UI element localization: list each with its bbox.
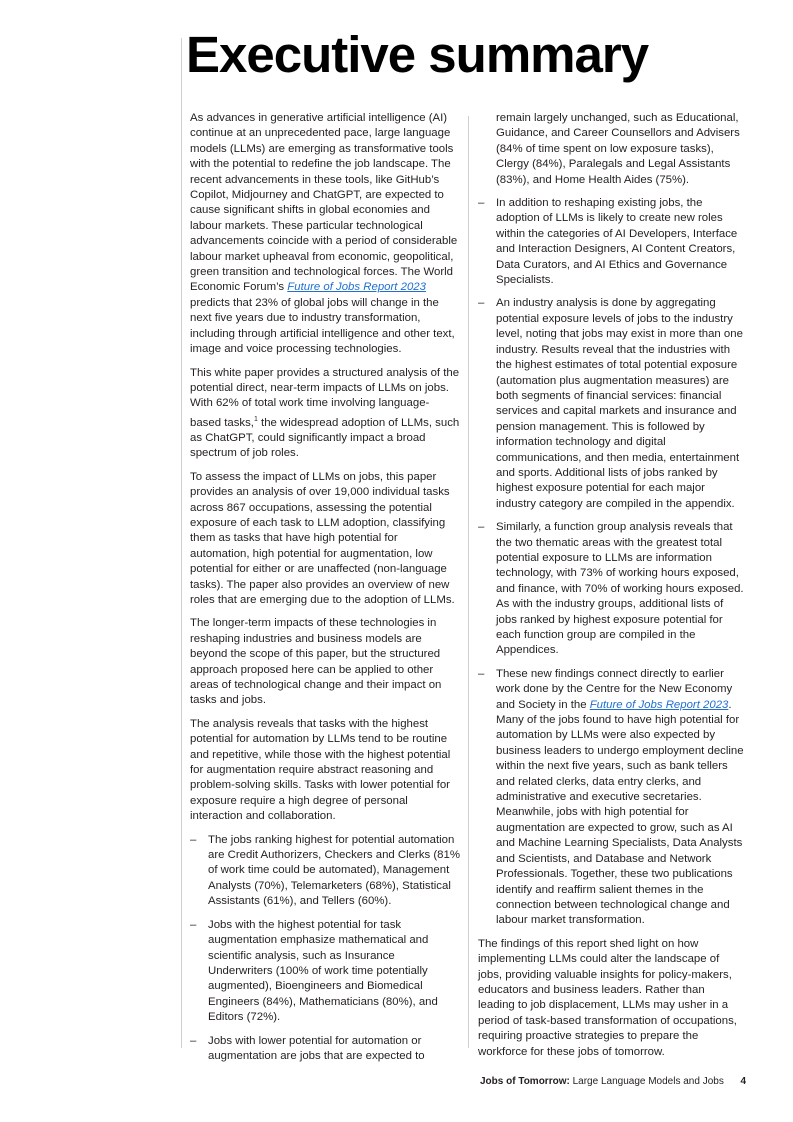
column-divider bbox=[468, 116, 469, 1048]
footer-subtitle: Large Language Models and Jobs bbox=[569, 1076, 724, 1087]
list-item: – Jobs with the highest potential for task augmentation emphasize mathematical and scientific analysis, such as Insurance Underwriters (100% of work time potentially augmented), Bioengineers and Biomedical Engineers (84%), Mathematicians (80%), and Editors (72%). bbox=[190, 918, 460, 1026]
footnote-ref[interactable]: 1 bbox=[253, 415, 258, 423]
list-item: – In addition to reshaping existing jobs, the adoption of LLMs is likely to create new roles within the categories of AI Developers, Interface and Interaction Designers, AI Content Creators, Data Curators, and AI Ethics and Governance Specialists. bbox=[478, 196, 744, 288]
page-number: 4 bbox=[740, 1076, 746, 1087]
page-title: Executive summary bbox=[186, 26, 649, 83]
method-paragraph: To assess the impact of LLMs on jobs, this paper provides an analysis of over 19,000 individual tasks across 867 occupations, assessing the potential exposure of each task to LLM adoption, classifying them as tasks that have high potential for automation, high potential for augmentation, low potential for either or are unaffected (non-language tasks). The paper also provides an overview of new roles that are emerging due to the adoption of LLMs. bbox=[190, 470, 455, 606]
list-item: – Jobs with lower potential for automation or augmentation are jobs that are expected to bbox=[190, 1034, 460, 1065]
findings-list bbox=[190, 833, 460, 1065]
right-column bbox=[478, 111, 744, 1068]
page-footer bbox=[480, 1076, 746, 1087]
list-item: – An industry analysis is done by aggregating potential exposure levels of jobs to the industry level, noting that jobs may exist in more than one industry. Results reveal that the industries with the highest estimates of total potential exposure (automation plus augmentation measures) are both segments of financial services: financial services and capital markets and insurance and pension management. This is followed by information technology and digital communications, and then media, entertainment and sports. Additional lists of jobs ranked by highest exposure potential for each major industry category are compiled in the appendix. bbox=[478, 296, 744, 512]
future-of-jobs-report-link[interactable]: Future of Jobs Report 2023 bbox=[287, 281, 426, 294]
left-column bbox=[190, 111, 460, 1072]
findings-list-continued bbox=[478, 111, 744, 929]
closing-paragraph: The findings of this report shed light on how implementing LLMs could alter the landscape of jobs, providing valuable insights for policy-makers, educators and business leaders. Rather than leading to job displacement, LLMs may usher in a period of task-based transformation of occupations, requiring proactive strategies to prepare the workforce for these jobs of tomorrow. bbox=[478, 937, 737, 1058]
footer-series-title: Jobs of Tomorrow: bbox=[480, 1076, 570, 1087]
future-of-jobs-report-link[interactable]: Future of Jobs Report 2023 bbox=[589, 698, 729, 711]
white-paper-paragraph: This white paper provides a structured analysis of the potential direct, near-term impacts of LLMs on jobs. With 62% of total work time involving language-based tasks,$^1$ the widespread adoption of LLMs, such as ChatGPT, could significantly impact a broad spectrum of job roles. bbox=[190, 366, 460, 460]
list-item-continued: remain largely unchanged, such as Educational, Guidance, and Career Counsellors and Advisers (84% of time spent on low exposure tasks), Clergy (84%), Paralegals and Legal Assistants (83%), and Home Health Aides (75%). bbox=[496, 112, 740, 186]
analysis-paragraph: The analysis reveals that tasks with the highest potential for automation by LLMs tend to be routine and repetitive, while those with the highest potential for augmentation require abstract reasoning and problem-solving skills. Tasks with lower potential for exposure require a high degree of personal interaction and collaboration. bbox=[190, 717, 451, 823]
list-item: – The jobs ranking highest for potential automation are Credit Authorizers, Checkers and Clerks (81% of work time could be automated), Management Analysts (70%), Telemarketers (68%), Statistical Assistants (61%), and Tellers (60%). bbox=[190, 833, 460, 910]
left-margin-rule bbox=[181, 38, 182, 1048]
list-item: – These new findings connect directly to earlier work done by the Centre for the New Economy and Society in the Future of Jobs Report 2023. Many of the jobs found to have high potential for automation by LLMs were also expected by business leaders to undergo employment decline within the next five years, such as bank tellers and related clerks, data entry clerks, and administrative and executive secretaries. Meanwhile, jobs with high potential for augmentation are expected to grow, such as AI and Machine Learning Specialists, Data Analysts and Scientists, and Database and Network Professionals. Together, these two publications identify and reaffirm salient themes in the connection between technological change and labour market transformation. bbox=[478, 667, 744, 929]
intro-paragraph: As advances in generative artificial intelligence (AI) continue at an unprecedented pace, large language models (LLMs) are emerging as transformative tools with the potential to redefine the job landscape. The recent advancements in these tools, like GitHub’s Copilot, Midjourney and ChatGPT, are expected to cause significant shifts in global economies and labour markets. These particular technological advancements coincide with a period of considerable labour market upheaval from economic, geopolitical, green transition and technological forces. The World Economic Forum’s Future of Jobs Report 2023 predicts that 23% of global jobs will change in the next five years due to industry transformation, including through artificial intelligence and other text, image and voice processing technologies. bbox=[190, 112, 458, 356]
list-item: – Similarly, a function group analysis reveals that the two thematic areas with the greatest total potential exposure to LLMs are information technology, with 73% of working hours exposed, and finance, with 70% of working hours exposed. As with the industry groups, additional lists of jobs ranked by highest exposure potential for each function group are compiled in the Appendices. bbox=[478, 520, 744, 659]
scope-paragraph: The longer-term impacts of these technologies in reshaping industries and business models are beyond the scope of this paper, but the structured approach proposed here can be applied to other areas of technological change and their impact on tasks and jobs. bbox=[190, 617, 442, 707]
